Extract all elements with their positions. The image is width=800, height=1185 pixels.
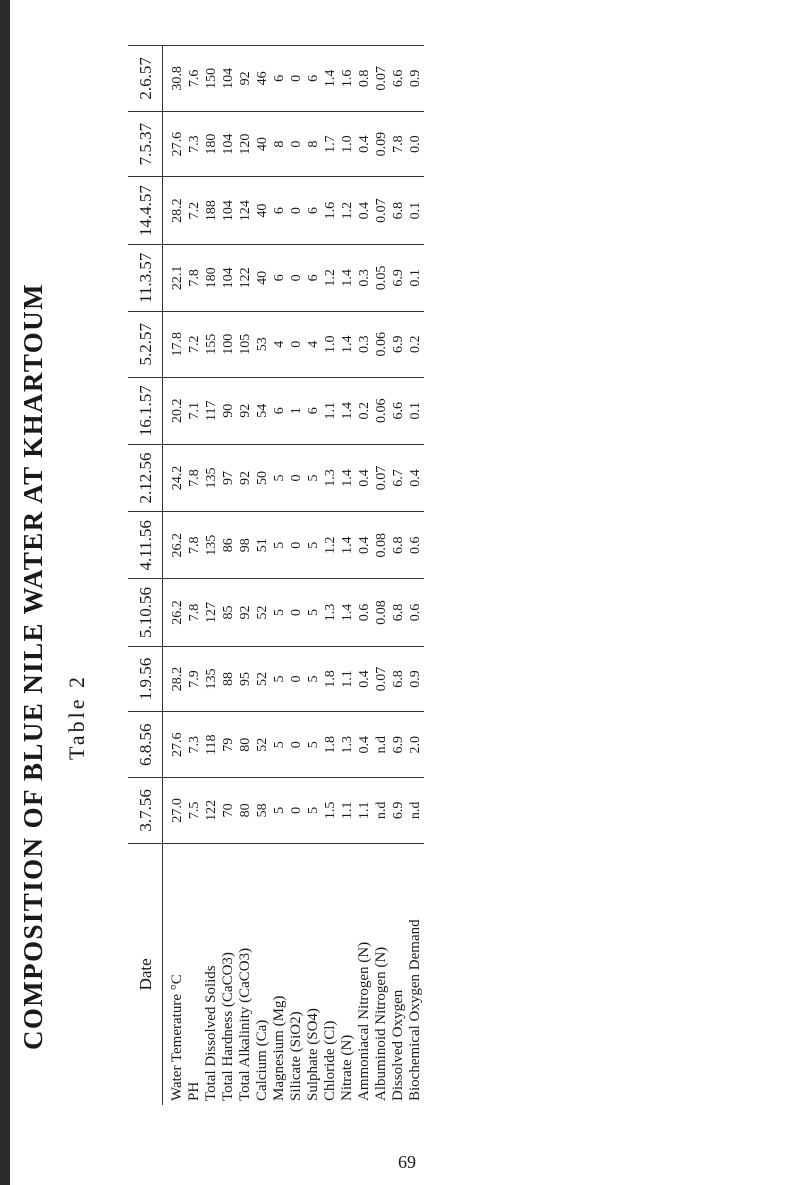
value-cell: 0.6	[407, 579, 424, 646]
value-cell: n.d	[407, 778, 424, 844]
value-cell: 52	[254, 646, 271, 712]
table-row	[186, 46, 203, 1106]
value-cell: 1.3	[322, 579, 339, 646]
page-binding-edge	[0, 0, 10, 1185]
value-cell: 1.6	[339, 46, 356, 112]
table-row	[356, 46, 373, 1106]
value-cell: 100	[220, 311, 237, 377]
value-cell: 95	[237, 646, 254, 712]
value-cell: 6.7	[390, 444, 407, 511]
value-cell: 46	[254, 46, 271, 112]
value-cell: 5	[305, 444, 322, 511]
value-cell: 88	[220, 646, 237, 712]
value-cell: 0.8	[356, 46, 373, 112]
parameter-label: Dissolved Oxygen	[390, 843, 407, 1105]
date-header-cell: 2.6.57	[128, 46, 163, 112]
value-cell: 24.2	[163, 444, 187, 511]
value-cell: 0.1	[407, 377, 424, 444]
value-cell: 122	[203, 778, 220, 844]
value-cell: 1.5	[322, 778, 339, 844]
value-cell: 5	[271, 712, 288, 778]
value-cell: 7.3	[186, 111, 203, 177]
value-cell: 7.6	[186, 46, 203, 112]
value-cell: 79	[220, 712, 237, 778]
parameter-label: Total Hardness (CaCO3)	[220, 843, 237, 1105]
value-cell: 104	[220, 244, 237, 311]
value-cell: 0.06	[373, 311, 390, 377]
table-body	[163, 46, 425, 1106]
value-cell: 188	[203, 177, 220, 244]
value-cell: 6	[271, 46, 288, 112]
value-cell: 0.06	[373, 377, 390, 444]
value-cell: 6	[305, 244, 322, 311]
value-cell: n.d	[373, 712, 390, 778]
value-cell: 54	[254, 377, 271, 444]
value-cell: 6.8	[390, 646, 407, 712]
parameter-label: Chloride (Cl)	[322, 843, 339, 1105]
value-cell: 0.2	[356, 377, 373, 444]
value-cell: 1.2	[322, 512, 339, 579]
table-row	[305, 46, 322, 1106]
date-header-cell: 5.2.57	[128, 311, 163, 377]
value-cell: 8	[271, 111, 288, 177]
value-cell: 1.7	[322, 111, 339, 177]
value-cell: 1.3	[322, 444, 339, 511]
value-cell: 6	[271, 377, 288, 444]
date-header-cell: 16.1.57	[128, 377, 163, 444]
value-cell: 1.6	[322, 177, 339, 244]
value-cell: 30.8	[163, 46, 187, 112]
table-row	[203, 46, 220, 1106]
value-cell: 0	[288, 177, 305, 244]
value-cell: 58	[254, 778, 271, 844]
value-cell: 20.2	[163, 377, 187, 444]
value-cell: 6.8	[390, 177, 407, 244]
value-cell: 53	[254, 311, 271, 377]
value-cell: 0.6	[407, 512, 424, 579]
table-row	[288, 46, 305, 1106]
value-cell: 97	[220, 444, 237, 511]
value-cell: 0.08	[373, 512, 390, 579]
page-number: 69	[398, 1152, 416, 1172]
value-cell: 6.9	[390, 712, 407, 778]
parameter-label: Albuminoid Nitrogen (N)	[373, 843, 390, 1105]
value-cell: 1.1	[322, 377, 339, 444]
value-cell: 0.4	[356, 111, 373, 177]
value-cell: 0.09	[373, 111, 390, 177]
date-header-cell: 2.12.56	[128, 444, 163, 511]
value-cell: 7.8	[186, 579, 203, 646]
value-cell: 5	[305, 712, 322, 778]
value-cell: 0.4	[356, 712, 373, 778]
value-cell: 1.0	[339, 111, 356, 177]
value-cell: 52	[254, 579, 271, 646]
date-header-cell: 7.5.37	[128, 111, 163, 177]
parameter-label: Silicate (SiO2)	[288, 843, 305, 1105]
value-cell: 124	[237, 177, 254, 244]
parameter-label: Calcium (Ca)	[254, 843, 271, 1105]
value-cell: 6.9	[390, 778, 407, 844]
table-header-row	[128, 46, 163, 1106]
value-cell: 135	[203, 512, 220, 579]
parameter-label: Ammoniacal Nitrogen (N)	[356, 843, 373, 1105]
value-cell: 5	[271, 444, 288, 511]
value-cell: 1.4	[339, 311, 356, 377]
value-cell: 0.08	[373, 579, 390, 646]
value-cell: 0.05	[373, 244, 390, 311]
date-header-cell: 5.10.56	[128, 579, 163, 646]
value-cell: 92	[237, 444, 254, 511]
value-cell: 6	[271, 244, 288, 311]
value-cell: 0	[288, 444, 305, 511]
value-cell: 104	[220, 46, 237, 112]
value-cell: 51	[254, 512, 271, 579]
value-cell: 98	[237, 512, 254, 579]
value-cell: 0.4	[356, 177, 373, 244]
value-cell: 7.1	[186, 377, 203, 444]
value-cell: 0	[288, 512, 305, 579]
value-cell: 92	[237, 46, 254, 112]
value-cell: 1.0	[322, 311, 339, 377]
value-cell: 122	[237, 244, 254, 311]
value-cell: 1.4	[322, 46, 339, 112]
value-cell: 22.1	[163, 244, 187, 311]
parameter-label: Nitrate (N)	[339, 843, 356, 1105]
value-cell: 27.6	[163, 111, 187, 177]
value-cell: 6	[305, 46, 322, 112]
value-cell: 90	[220, 377, 237, 444]
value-cell: 7.8	[390, 111, 407, 177]
date-header-cell: 6.8.56	[128, 712, 163, 778]
value-cell: 0	[288, 646, 305, 712]
value-cell: 180	[203, 111, 220, 177]
value-cell: 104	[220, 177, 237, 244]
table-row	[373, 46, 390, 1106]
value-cell: 7.2	[186, 311, 203, 377]
parameter-label: Biochemical Oxygen Demand	[407, 843, 424, 1105]
parameter-label: Sulphate (SO4)	[305, 843, 322, 1105]
value-cell: 0.4	[356, 444, 373, 511]
value-cell: 104	[220, 111, 237, 177]
value-cell: 1.2	[339, 177, 356, 244]
value-cell: 105	[237, 311, 254, 377]
value-cell: 6.9	[390, 244, 407, 311]
value-cell: 118	[203, 712, 220, 778]
value-cell: 85	[220, 579, 237, 646]
value-cell: 1.1	[339, 778, 356, 844]
value-cell: 28.2	[163, 646, 187, 712]
date-header-cell: 4.11.56	[128, 512, 163, 579]
page-title: COMPOSITION OF BLUE NILE WATER AT KHARTOUM	[18, 283, 48, 1050]
value-cell: 5	[271, 646, 288, 712]
value-cell: 1.3	[339, 712, 356, 778]
value-cell: 26.2	[163, 512, 187, 579]
value-cell: 120	[237, 111, 254, 177]
value-cell: 0.9	[407, 46, 424, 112]
value-cell: 4	[305, 311, 322, 377]
value-cell: 1	[288, 377, 305, 444]
table-row	[271, 46, 288, 1106]
value-cell: 6	[305, 177, 322, 244]
table-row	[322, 46, 339, 1106]
value-cell: 0.6	[356, 579, 373, 646]
value-cell: 50	[254, 444, 271, 511]
parameter-label: Total Dissolved Solids	[203, 843, 220, 1105]
value-cell: 5	[305, 579, 322, 646]
value-cell: 7.8	[186, 512, 203, 579]
value-cell: 0	[288, 778, 305, 844]
value-cell: 0.1	[407, 244, 424, 311]
table-row	[237, 46, 254, 1106]
value-cell: 5	[271, 512, 288, 579]
value-cell: 92	[237, 579, 254, 646]
value-cell: 135	[203, 444, 220, 511]
value-cell: 0	[288, 46, 305, 112]
value-cell: 6.6	[390, 377, 407, 444]
value-cell: 0	[288, 111, 305, 177]
value-cell: 80	[237, 778, 254, 844]
value-cell: 6	[305, 377, 322, 444]
value-cell: 5	[271, 778, 288, 844]
value-cell: 155	[203, 311, 220, 377]
date-header-cell: 3.7.56	[128, 778, 163, 844]
table-row	[390, 46, 407, 1106]
date-header-cell: 11.3.57	[128, 244, 163, 311]
value-cell: 1.8	[322, 646, 339, 712]
value-cell: 0.4	[356, 512, 373, 579]
value-cell: 40	[254, 244, 271, 311]
value-cell: 1.2	[322, 244, 339, 311]
value-cell: 7.8	[186, 444, 203, 511]
value-cell: 0.07	[373, 46, 390, 112]
value-cell: 0	[288, 311, 305, 377]
value-cell: 1.4	[339, 579, 356, 646]
date-header-cell: 14.4.57	[128, 177, 163, 244]
value-cell: 26.2	[163, 579, 187, 646]
value-cell: 0	[288, 712, 305, 778]
value-cell: 5	[305, 646, 322, 712]
value-cell: 80	[237, 712, 254, 778]
table-label: Table 2	[64, 673, 89, 760]
value-cell: 0.9	[407, 646, 424, 712]
parameter-label: PH	[186, 843, 203, 1105]
value-cell: 0.07	[373, 444, 390, 511]
value-cell: 1.4	[339, 512, 356, 579]
value-cell: 5	[271, 579, 288, 646]
value-cell: 7.9	[186, 646, 203, 712]
value-cell: 6	[271, 177, 288, 244]
value-cell: 0.07	[373, 177, 390, 244]
value-cell: 0.1	[407, 177, 424, 244]
value-cell: 0.2	[407, 311, 424, 377]
composition-table-container	[128, 45, 423, 1105]
value-cell: 127	[203, 579, 220, 646]
value-cell: 135	[203, 646, 220, 712]
value-cell: 40	[254, 111, 271, 177]
table-row	[254, 46, 271, 1106]
table-row	[339, 46, 356, 1106]
table-row	[407, 46, 424, 1106]
value-cell: 1.8	[322, 712, 339, 778]
value-cell: 1.4	[339, 377, 356, 444]
value-cell: 2.0	[407, 712, 424, 778]
value-cell: 17.8	[163, 311, 187, 377]
value-cell: 1.1	[339, 646, 356, 712]
parameter-label: Water Temerature °C	[163, 843, 187, 1105]
value-cell: 150	[203, 46, 220, 112]
value-cell: 0.4	[356, 646, 373, 712]
value-cell: 1.1	[356, 778, 373, 844]
value-cell: 0.07	[373, 646, 390, 712]
value-cell: 1.4	[339, 444, 356, 511]
value-cell: 0	[288, 579, 305, 646]
value-cell: 7.5	[186, 778, 203, 844]
value-cell: 6.9	[390, 311, 407, 377]
value-cell: 0.3	[356, 311, 373, 377]
value-cell: 8	[305, 111, 322, 177]
value-cell: 52	[254, 712, 271, 778]
value-cell: 0	[288, 244, 305, 311]
value-cell: 92	[237, 377, 254, 444]
value-cell: n.d	[373, 778, 390, 844]
value-cell: 180	[203, 244, 220, 311]
value-cell: 5	[305, 778, 322, 844]
value-cell: 0.4	[407, 444, 424, 511]
composition-table	[128, 45, 424, 1105]
value-cell: 7.3	[186, 712, 203, 778]
date-column-header: Date	[128, 843, 163, 1105]
value-cell: 7.2	[186, 177, 203, 244]
value-cell: 6.8	[390, 512, 407, 579]
value-cell: 6.8	[390, 579, 407, 646]
parameter-label: Magnesium (Mg)	[271, 843, 288, 1105]
value-cell: 27.0	[163, 778, 187, 844]
table-row	[220, 46, 237, 1106]
value-cell: 86	[220, 512, 237, 579]
value-cell: 6.6	[390, 46, 407, 112]
value-cell: 4	[271, 311, 288, 377]
value-cell: 0.3	[356, 244, 373, 311]
value-cell: 117	[203, 377, 220, 444]
date-header-cell: 1.9.56	[128, 646, 163, 712]
value-cell: 5	[305, 512, 322, 579]
value-cell: 0.0	[407, 111, 424, 177]
value-cell: 27.6	[163, 712, 187, 778]
table-row	[163, 46, 187, 1106]
value-cell: 7.8	[186, 244, 203, 311]
value-cell: 1.4	[339, 244, 356, 311]
value-cell: 40	[254, 177, 271, 244]
parameter-label: Total Alkalinity (CaCO3)	[237, 843, 254, 1105]
value-cell: 70	[220, 778, 237, 844]
value-cell: 28.2	[163, 177, 187, 244]
